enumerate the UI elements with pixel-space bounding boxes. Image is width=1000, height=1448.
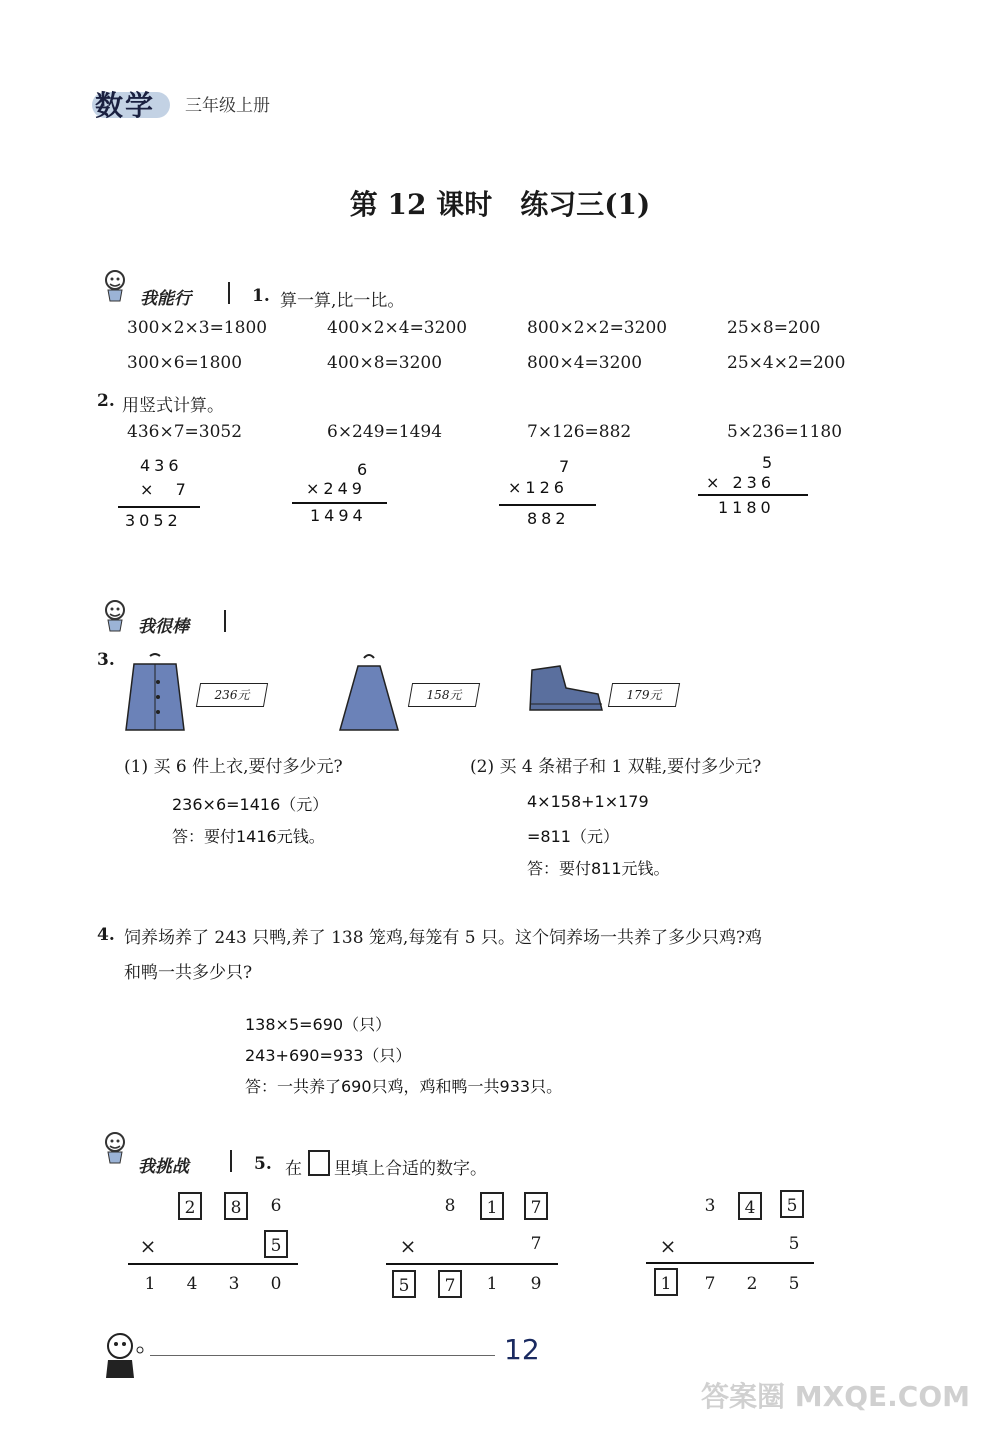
puzzle3-top-digit-1: 3 [704,1196,716,1216]
eq-r1-c1: 300×2×3=1800 [127,318,268,338]
puzzle1-res-1: 1 [144,1274,156,1294]
puzzle3-line [646,1262,814,1264]
q2-eq-3: 7×126=882 [527,422,632,442]
eq-r2-c4: 25×4×2=200 [727,353,846,373]
question-5-number: 5. [254,1154,272,1174]
question-3-number: 3. [97,650,115,670]
puzzle1-top-digit-3: 6 [270,1196,282,1216]
vert1-line [118,506,200,508]
vert4-line [698,494,808,496]
badge-divider [228,282,230,304]
puzzle3-top-box-3: 5 [780,1190,804,1218]
vert2-top: 6 [357,460,372,479]
footer-line [150,1355,495,1356]
puzzle2-line [386,1263,558,1265]
puzzle1-multiply-sign: × [139,1234,157,1258]
vert3-top: 7 [559,457,574,476]
skirt-icon [338,652,400,734]
puzzle3-res-3: 2 [746,1274,758,1294]
vert2-line [292,502,387,504]
eq-r2-c1: 300×6=1800 [127,353,243,373]
answer-3-2-reply: 答：要付811元钱。 [527,859,670,878]
question-3-sub2: (2) 买 4 条裙子和 1 双鞋,要付多少元? [470,757,762,777]
blank-box-sample [308,1150,330,1176]
puzzle1-res-4: 0 [270,1274,282,1294]
coat-icon [124,652,186,734]
answer-3-2-calc: 4×158+1×179 [527,792,649,811]
question-4-text-line1: 饲养场养了 243 只鸭,养了 138 笼鸡,每笼有 5 只。这个饲养场一共养了多少只鸡?鸡 [124,928,763,948]
puzzle3-res-2: 7 [704,1274,716,1294]
section-badge-1: 我能行 [140,289,191,309]
puzzle1-top-box-1: 2 [178,1192,202,1220]
eq-r2-c2: 400×8=3200 [327,353,443,373]
vert3-bottom: ×126 [508,478,568,497]
price-shoe: 179元 [626,688,662,702]
question-2-number: 2. [97,391,115,411]
eq-r1-c2: 400×2×4=3200 [327,318,468,338]
badge-divider [230,1150,232,1172]
eq-r1-c3: 800×2×2=3200 [527,318,668,338]
vert4-bottom: × 236 [706,473,776,492]
question-2-text: 用竖式计算。 [122,396,224,416]
section-badge-2: 我很棒 [138,617,189,637]
q2-eq-1: 436×7=3052 [127,422,243,442]
vert1-bottom: × 7 [140,480,190,499]
puzzle2-top-box-3: 7 [524,1192,548,1220]
puzzle1-line [128,1263,298,1265]
eq-r1-c4: 25×8=200 [727,318,821,338]
question-4-text-line2: 和鸭一共多少只? [124,963,253,983]
vert2-result: 1494 [310,506,367,525]
footer-mascot-icon [98,1330,150,1382]
question-1-text: 算一算,比一比。 [280,291,405,311]
puzzle3-res-box-1: 1 [654,1268,678,1296]
vert4-result: 1180 [718,498,775,517]
puzzle3-multiply-sign: × [659,1234,677,1258]
puzzle2-multiplier: 7 [530,1234,542,1254]
puzzle2-multiply-sign: × [399,1234,417,1258]
lesson-title: 第 12 课时 练习三(1) [349,188,651,221]
answer-3-1-calc: 236×6=1416（元） [172,795,329,814]
q2-eq-4: 5×236=1180 [727,422,843,442]
answer-4-calc2: 243+690=933（只） [245,1046,412,1065]
price-skirt: 158元 [426,688,462,702]
grade-label: 三年级上册 [185,96,270,116]
puzzle1-multiplier-box: 5 [264,1230,288,1258]
vert3-result: 882 [527,509,570,528]
vert2-bottom: ×249 [306,479,366,498]
puzzle2-res-4: 9 [530,1274,542,1294]
puzzle1-top-box-2: 8 [224,1192,248,1220]
vert4-top: 5 [762,453,777,472]
puzzle1-res-2: 4 [186,1274,198,1294]
question-5-post: 里填上合适的数字。 [334,1159,487,1179]
question-3-sub1: (1) 买 6 件上衣,要付多少元? [124,757,343,777]
question-5-pre: 在 [285,1159,302,1179]
answer-4-calc1: 138×5=690（只） [245,1015,392,1034]
puzzle3-multiplier: 5 [788,1234,800,1254]
mascot-icon [100,1130,130,1164]
answer-3-2-result: =811（元） [527,827,619,846]
subject-label: 数学 [95,89,156,122]
puzzle3-top-box-2: 4 [738,1192,762,1220]
badge-divider [224,610,226,632]
vert1-result: 3052 [125,511,182,530]
mascot-icon [100,268,130,302]
puzzle2-res-box-2: 7 [438,1270,462,1298]
puzzle2-top-box-2: 1 [480,1192,504,1220]
question-4-number: 4. [97,925,115,945]
puzzle2-top-digit-1: 8 [444,1196,456,1216]
puzzle1-res-3: 3 [228,1274,240,1294]
mascot-icon [100,598,130,632]
shoe-icon [526,660,604,716]
puzzle3-res-4: 5 [788,1274,800,1294]
vert1-top: 436 [140,456,183,475]
price-coat: 236元 [214,688,250,702]
section-badge-3: 我挑战 [138,1157,189,1177]
puzzle2-res-box-1: 5 [392,1270,416,1298]
vert3-line [499,504,596,506]
question-1-number: 1. [252,286,270,306]
puzzle2-res-3: 1 [486,1274,498,1294]
eq-r2-c3: 800×4=3200 [527,353,643,373]
answer-4-reply: 答：一共养了690只鸡，鸡和鸭一共933只。 [245,1077,563,1096]
answer-3-1-reply: 答：要付1416元钱。 [172,827,325,846]
watermark: 答案圈 MXQE.COM [701,1380,970,1413]
page-number: 12 [504,1333,540,1366]
q2-eq-2: 6×249=1494 [327,422,443,442]
